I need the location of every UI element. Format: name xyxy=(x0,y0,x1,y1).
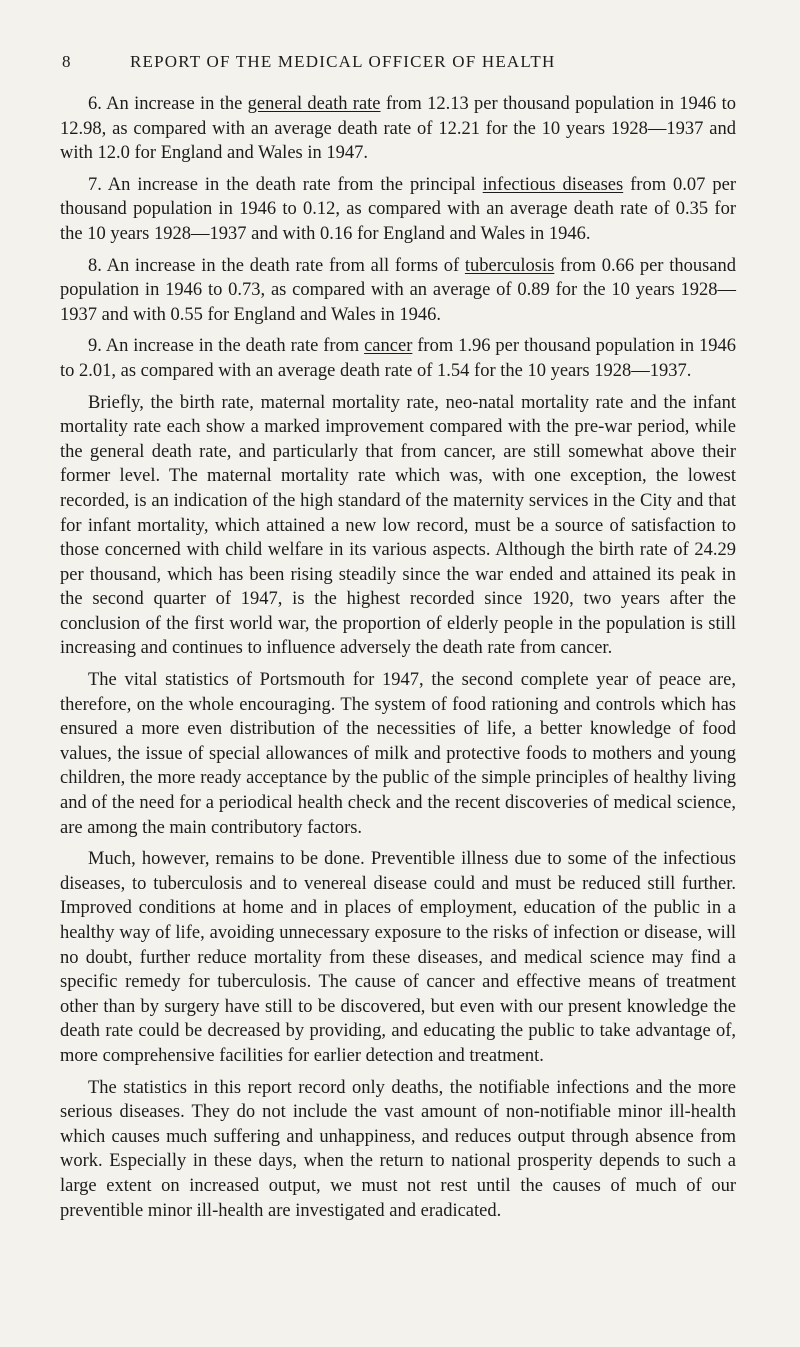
paragraph-8-rest: from 0.66 per thousand population in 1946 to 0.73, as compared with an average of 0.89 for the 10 years 1928—1937 and with 0.55 for England and Wales in 1946. xyxy=(60,255,736,325)
page-number: 8 xyxy=(62,52,72,71)
paragraph-9-lead: 9. An increase in the death rate from xyxy=(88,336,365,357)
paragraph-6-keyword: general death rate xyxy=(247,94,381,114)
paragraph-8-keyword: tuberculosis xyxy=(464,255,555,276)
paragraph-8-lead: 8. An increase in the death rate from all forms of xyxy=(88,255,465,276)
paragraph-8 xyxy=(60,254,736,328)
page-header xyxy=(0,52,800,82)
paragraph-7-rest: from 0.07 per thousand population in 1946 to 0.12, as compared with an average death rate of 0.35 for the 10 years 1928—1937 and with 0.16 for England and Wales in 1946. xyxy=(60,174,736,244)
paragraph-7-lead: 7. An increase in the death rate from the principal xyxy=(88,174,483,195)
paragraph-summary: Briefly, the birth rate, maternal mortality rate, neo-natal mortality rate and the infant mortality rate each show a marked improvement compared with the pre-war period, while the general death rate, and particularly that from cancer, are still somewhat above their former level. The maternal mortality rate which was, with one exception, the lowest recorded, is an indication of the high standard of the maternity services in the City and that for infant mortality, which attained a new low record, must be a source of satisfaction to those concerned with child welfare in its various aspects. Although the birth rate of 24.29 per thousand, which has been rising steadily since the war ended and attained its peak in the second quarter of 1947, is the highest recorded since 1920, two years after the conclusion of the first world war, the proportion of elderly people in the population is still increasing and continues to influence adversely the death rate from cancer. xyxy=(60,392,736,659)
running-head: REPORT OF THE MEDICAL OFFICER OF HEALTH xyxy=(130,52,556,71)
paragraph-vital-statistics: The vital statistics of Portsmouth for 1947, the second complete year of peace are, therefore, on the whole encouraging. The system of food rationing and controls which has ensured a more even distribution of the necessities of life, a better knowledge of food values, the issue of special allowances of milk and protective foods to mothers and young children, the more ready acceptance by the public of the simple principles of healthy living and of the need for a periodical health check and the recent discoveries of medical science, are among the main contributory factors. xyxy=(60,670,736,838)
paragraph-6-rest: from 12.13 per thousand population in 1946 to 12.98, as compared with an average death rate of 12.21 for the 10 years 1928—1937 and with 12.0 for England and Wales in 1947. xyxy=(60,94,736,164)
paragraph-7 xyxy=(60,173,736,247)
paragraph-6-lead: 6. An increase in the xyxy=(88,94,248,114)
paragraph-9-rest: from 1.96 per thousand population in 1946 to 2.01, as compared with an average death rate of 1.54 for the 10 years 1928—1937. xyxy=(60,336,737,381)
paragraph-remains-to-be-done: Much, however, remains to be done. Preventible illness due to some of the infectious diseases, to tuberculosis and to venereal disease could and must be reduced still further. Improved conditions at home and in places of employment, education of the public in a healthy way of life, avoiding unnecessary exposure to the risks of infection or disease, will no doubt, further reduce mortality from these diseases, and medical science may find a specific remedy for tuberculosis. The cause of cancer and effective means of treatment other than by surgery have still to be discovered, but even with our present knowledge the death rate could be decreased by providing, and educating the public to take advantage of, more comprehensive facilities for earlier detection and treatment. xyxy=(60,849,736,1066)
report-body xyxy=(60,92,736,1230)
paragraph-6 xyxy=(60,92,736,166)
paragraph-9 xyxy=(60,334,736,383)
paragraph-7-keyword: infectious diseases xyxy=(482,174,624,195)
paragraph-minor-ill-health: The statistics in this report record only deaths, the notifiable infections and the more serious diseases. They do not include the vast amount of non-notifiable minor ill-health which causes much suffering and unhappiness, and reduces output through absence from work. Especially in these days, when the return to national prosperity depends to such a large extent on increased output, we must not rest until the causes of much of our preventible minor ill-health are investigated and eradicated. xyxy=(60,1077,736,1221)
paragraph-9-keyword: cancer xyxy=(364,336,413,357)
